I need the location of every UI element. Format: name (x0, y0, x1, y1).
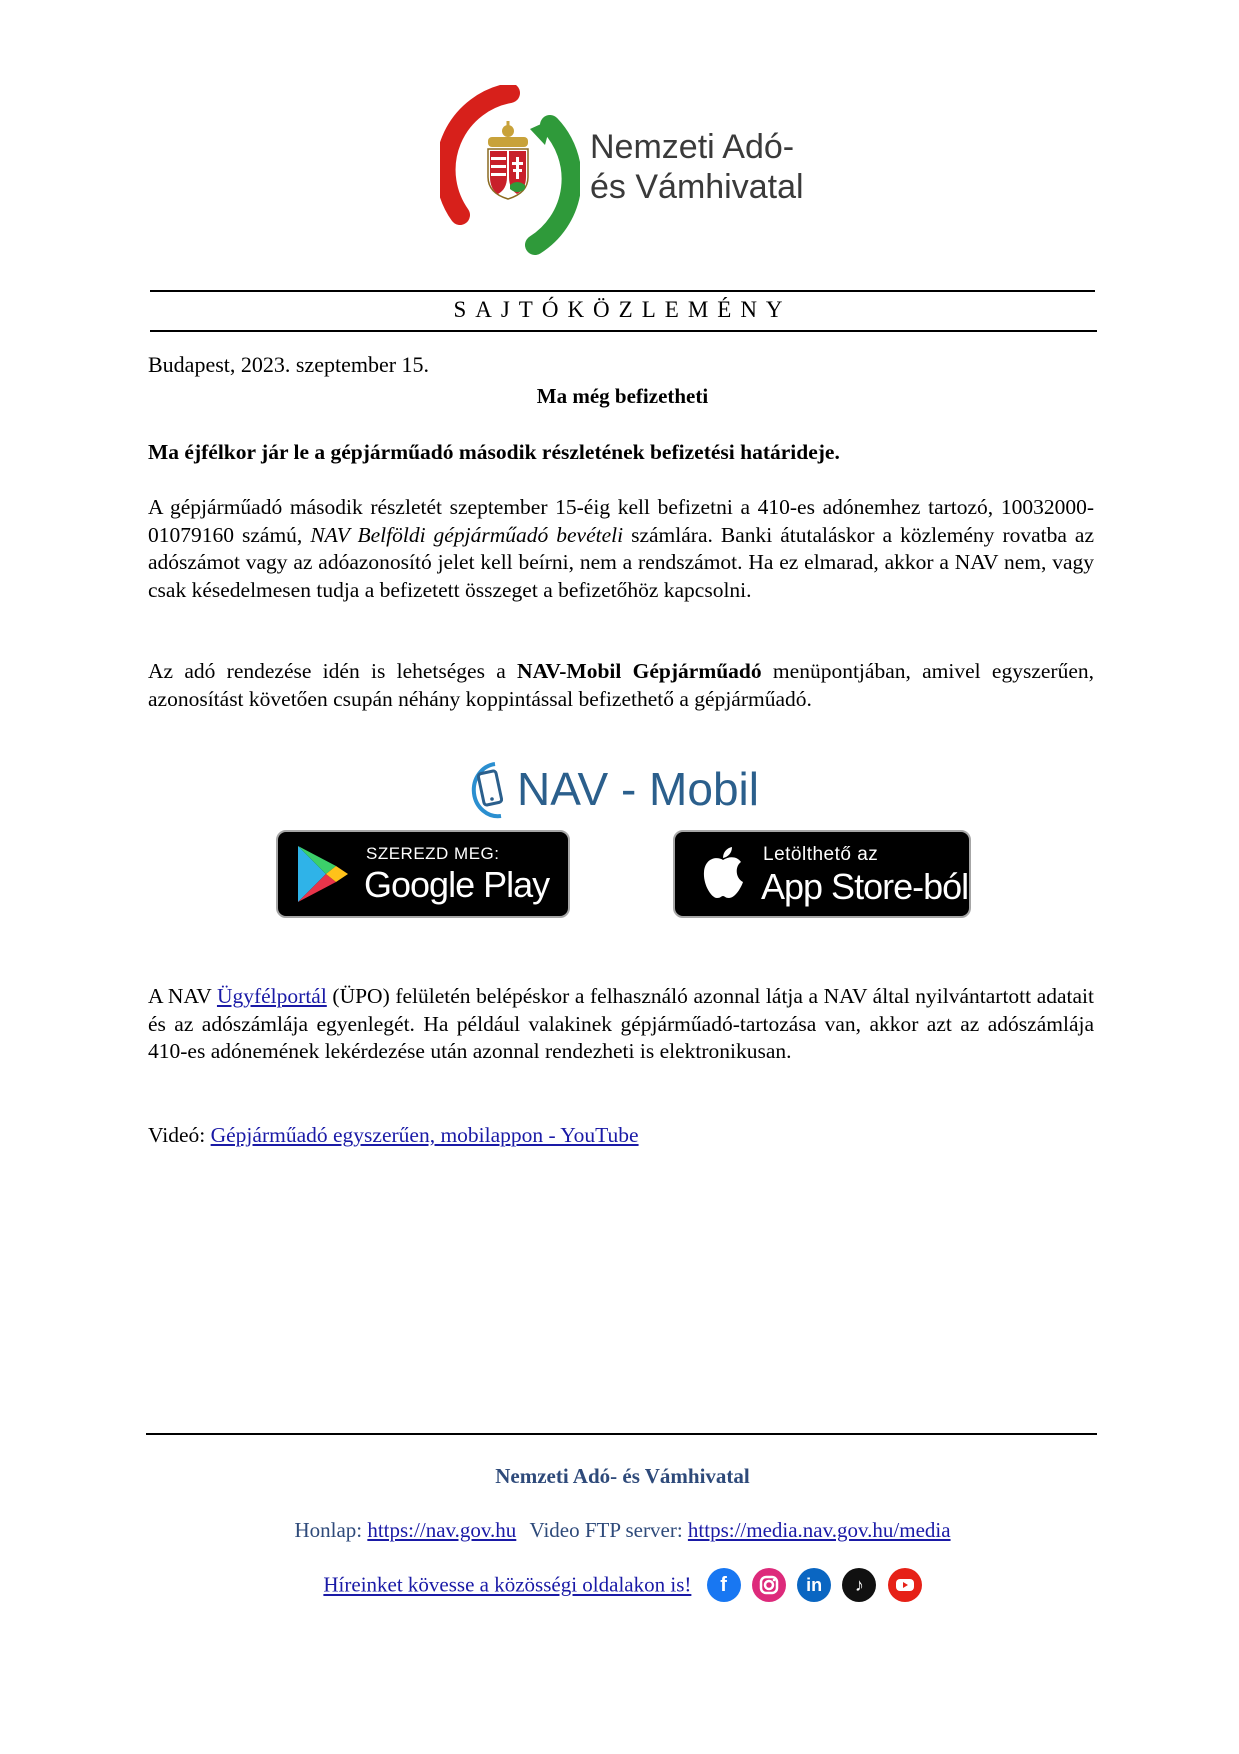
release-title: Ma még befizetheti (536, 384, 709, 408)
facebook-icon[interactable]: f (707, 1568, 741, 1602)
paragraph-1 (148, 494, 1094, 604)
ugyfelportal-link[interactable]: Ügyfélportál (216, 984, 327, 1008)
paragraph-2 (148, 658, 1094, 713)
paragraph-1-text-cont: számlára. Banki átutaláskor a közlemény rovatba az adószámot vagy az adóazonosító jelet kell beírni, nem a rendszámot. Ha ez elmarad, akkor a NAV nem, vagy csak késedelmesen tudja a befizetett összeget a befizetőhöz kapcsolni. (148, 522, 1095, 602)
nav-logo (440, 85, 810, 255)
linkedin-icon[interactable]: in (797, 1568, 831, 1602)
youtube-icon[interactable] (888, 1568, 922, 1602)
phone-icon (465, 758, 515, 824)
account-name: NAV Belföldi gépjárműadó bevételi (310, 522, 624, 547)
app-store-big-text: App Store-ból (761, 866, 969, 907)
lead-sentence: Ma éjfélkor jár le a gépjárműadó második részletének befizetési határideje. (148, 440, 840, 464)
video-line (148, 1122, 1094, 1150)
footer-rule (146, 1433, 1097, 1435)
release-date: Budapest, 2023. szeptember 15. (148, 352, 430, 377)
homepage-label: Honlap: (294, 1518, 368, 1542)
nav-mobile-logo (465, 758, 785, 824)
logo-text-line2: és Vámhivatal (590, 168, 804, 206)
google-play-button[interactable] (276, 830, 570, 918)
ftp-label: Video FTP server: (529, 1518, 688, 1542)
nav-mobile-menu-name: NAV-Mobil Gépjárműadó (517, 659, 762, 683)
footer-org-name: Nemzeti Adó- és Vámhivatal (495, 1464, 750, 1488)
press-release-heading: SAJTÓKÖZLEMÉNY (453, 297, 792, 322)
paragraph-3 (148, 983, 1094, 1066)
nav-mobile-label: NAV - Mobil (517, 763, 759, 815)
header-rule-bottom (150, 330, 1097, 332)
video-label: Videó: (148, 1123, 211, 1147)
app-store-button[interactable] (673, 830, 971, 918)
google-play-icon (294, 844, 350, 904)
google-play-big-text: Google Play (364, 864, 550, 905)
social-follow-link[interactable]: Híreinket kövesse a közösségi oldalakon is! (323, 1572, 692, 1597)
paragraph-2-text-cont: menüpontjában, amivel egyszerűen, azonosítást követően csupán néhány koppintással befizethető a gépjárműadó. (148, 659, 1094, 711)
nav-emblem-icon (440, 85, 580, 255)
paragraph-3-text: A NAV (148, 984, 217, 1008)
paragraph-3-text-cont: (ÜPO) felületén belépéskor a felhasználó azonnal látja a NAV által nyilvántartott adatait és az adószámlája egyenlegét. Ha például valakinek gépjárműadó-tartozása van, akkor azt az adószámlája 410-es adónemének lekérdezése után azonnal rendezheti is elektronikusan. (148, 984, 1094, 1063)
google-play-small-text: SZEREZD MEG: (366, 844, 500, 863)
footer-links (150, 1518, 1095, 1543)
youtube-video-link[interactable]: Gépjárműadó egyszerűen, mobilappon - YouTube (210, 1123, 639, 1147)
apple-icon (699, 846, 747, 902)
tiktok-icon[interactable]: ♪ (842, 1568, 876, 1602)
footer-social (150, 1568, 1095, 1602)
paragraph-2-text: Az adó rendezése idén is lehetséges a (148, 659, 518, 683)
instagram-icon[interactable] (752, 1568, 786, 1602)
ftp-link[interactable]: https://media.nav.gov.hu/media (687, 1518, 951, 1542)
app-store-small-text: Letölthető az (763, 844, 879, 865)
logo-text-line1: Nemzeti Adó- (590, 128, 795, 166)
homepage-link[interactable]: https://nav.gov.hu (367, 1518, 517, 1542)
header-rule-top (150, 290, 1095, 292)
paragraph-1-text: A gépjárműadó második részletét szeptember 15-éig kell befizetni a 410-es adónemhez tartozó, 10032000-01079160 számú, (148, 495, 1094, 547)
